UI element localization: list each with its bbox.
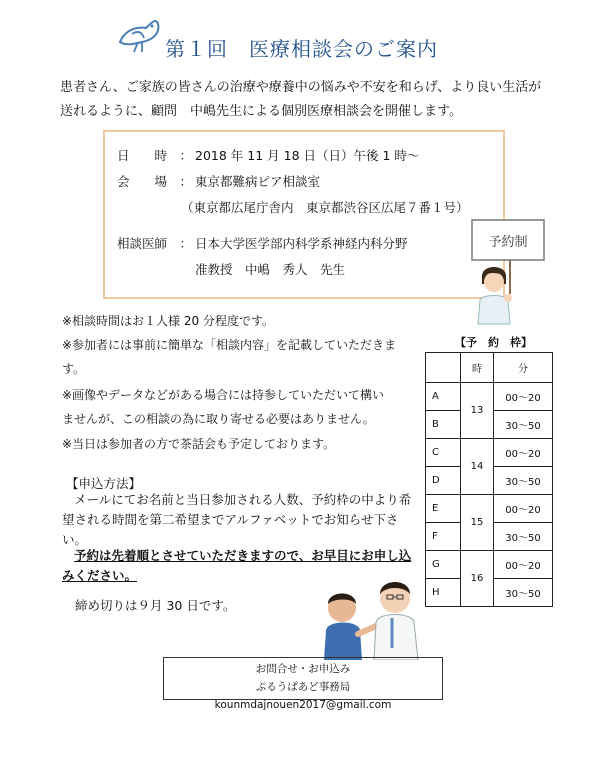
note-line: ※参加者には事前に簡単な「相談内容」を記載していただきま	[62, 338, 397, 352]
minute-cell: 30〜50	[494, 523, 553, 551]
doctor-affiliation: 日本大学医学部内科学系神経内科分野	[195, 236, 408, 251]
venue-address: （東京都広尾庁舎内 東京都渋谷区広尾７番１号）	[181, 200, 469, 215]
venue-label: 会 場 ：	[117, 174, 193, 189]
minute-cell: 30〜50	[494, 467, 553, 495]
minute-cell: 00〜20	[494, 439, 553, 467]
hour-cell: 16	[461, 551, 494, 607]
date-value: 2018 年 11 月 18 日（日）午後 1 時〜	[195, 148, 420, 163]
minute-cell: 00〜20	[494, 551, 553, 579]
table-row	[426, 495, 553, 523]
note-line: ませんが、この相談の為に取り寄せる必要はありません。	[62, 412, 375, 426]
slot-cell: F	[426, 523, 461, 551]
apply-body: メールにてお名前と当日参加される人数、予約枠の中より希望される時間を第二希望までアルファベットでお知らせ下さい。	[62, 492, 412, 547]
note-line: ※当日は参加者の方で茶話会も予定しております。	[62, 437, 336, 451]
minute-cell: 00〜20	[494, 383, 553, 411]
doctor-label: 相談医師 ：	[117, 236, 193, 251]
hour-cell: 13	[461, 383, 494, 439]
doctor-patient-illustration	[320, 568, 422, 660]
schedule-header-cell	[426, 353, 461, 383]
note-line: ※画像やデータなどがある場合には持参していただいて構い	[62, 388, 385, 402]
apply-heading: 【申込方法】	[66, 476, 142, 491]
slot-cell: H	[426, 579, 461, 607]
minute-cell: 00〜20	[494, 495, 553, 523]
nurse-illustration	[468, 214, 548, 326]
venue-value: 東京都難病ピア相談室	[195, 174, 321, 189]
info-box	[103, 130, 505, 299]
slot-cell: G	[426, 551, 461, 579]
note-line: ※相談時間はお１人様 20 分程度です。	[62, 314, 274, 328]
schedule-header-cell: 分	[494, 353, 553, 383]
apply-note-text: 予約は先着順とさせていただきますので、お早目にお申し込みください。	[62, 548, 412, 583]
contact-email[interactable]: ぷるうぱあど事務局 kounmdajnouen2017@gmail.com	[214, 681, 392, 711]
hour-cell: 14	[461, 439, 494, 495]
intro-text: 患者さん、ご家族の皆さんの治療や療養中の悩みや不安を和らげ、より良い生活が送れるように、顧問 中嶋先生による個別医療相談会を開催します。	[60, 80, 542, 119]
page-title: 第１回 医療相談会のご案内	[165, 37, 438, 61]
schedule-table	[425, 352, 553, 607]
table-row	[426, 551, 553, 579]
minute-cell: 30〜50	[494, 411, 553, 439]
date-label: 日 時 ：	[117, 148, 193, 163]
contact-box	[163, 657, 443, 711]
hour-cell: 15	[461, 495, 494, 551]
contact-label: お問合せ・お申込み	[255, 663, 351, 675]
slot-cell: D	[426, 467, 461, 495]
slot-cell: E	[426, 495, 461, 523]
schedule-title: 【予 約 枠】	[455, 336, 532, 349]
sign-text: 予約制	[488, 235, 528, 250]
minute-cell: 30〜50	[494, 579, 553, 607]
slot-cell: C	[426, 439, 461, 467]
slot-cell: A	[426, 383, 461, 411]
note-line: す。	[62, 362, 86, 376]
schedule-header-cell: 時	[461, 353, 494, 383]
table-row	[426, 439, 553, 467]
doctor-name: 准教授 中嶋 秀人 先生	[195, 262, 346, 277]
bird-icon	[112, 8, 162, 54]
schedule-header-row	[426, 353, 553, 383]
deadline-text: 締め切りは９月 30 日です。	[75, 598, 236, 613]
table-row	[426, 383, 553, 411]
slot-cell: B	[426, 411, 461, 439]
